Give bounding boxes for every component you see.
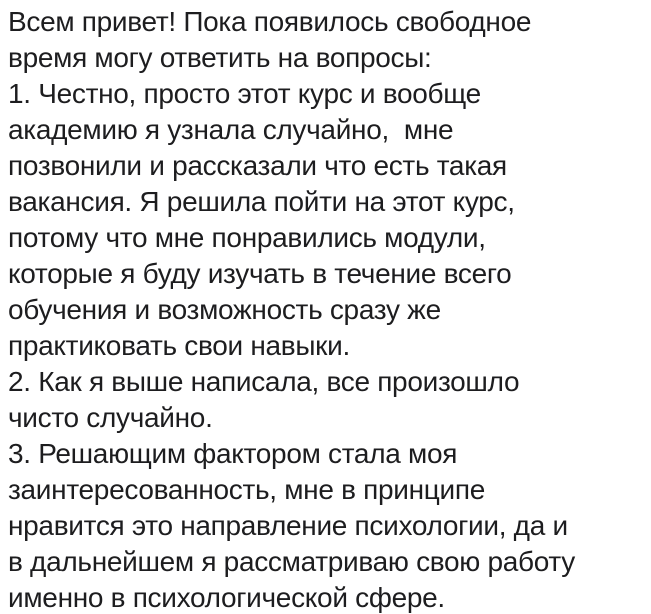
message-text-line: время могу ответить на вопросы: — [8, 42, 432, 73]
message-text-line: нравится это направление психологии, да и — [8, 510, 568, 541]
message-text-line: Всем привет! Пока появилось свободное — [8, 6, 532, 37]
message-text-line: которые я буду изучать в течение всего — [8, 258, 512, 289]
message-text-line: 2. Как я выше написала, все произошло — [8, 366, 520, 397]
message-text-line: 1. Честно, просто этот курс и вообще — [8, 78, 481, 109]
message-text-line: обучения и возможность сразу же — [8, 294, 441, 325]
message-text-line: именно в психологической сфере. — [8, 582, 445, 613]
message-text-line: академию я узнала случайно, мне — [8, 114, 454, 145]
message-text-line: практиковать свои навыки. — [8, 330, 350, 361]
message-text-line: потому что мне понравились модули, — [8, 222, 486, 253]
message-text-line: чисто случайно. — [8, 402, 213, 433]
message-text-line: 3. Решающим фактором стала моя — [8, 438, 458, 469]
message-text-line: заинтересованность, мне в принципе — [8, 474, 485, 505]
message-text-line: вакансия. Я решила пойти на этот курс, — [8, 186, 515, 217]
message-text-line: позвонили и рассказали что есть такая — [8, 150, 507, 181]
message-text-block — [8, 4, 645, 614]
message-text-line: в дальнейшем я рассматриваю свою работу — [8, 546, 575, 577]
